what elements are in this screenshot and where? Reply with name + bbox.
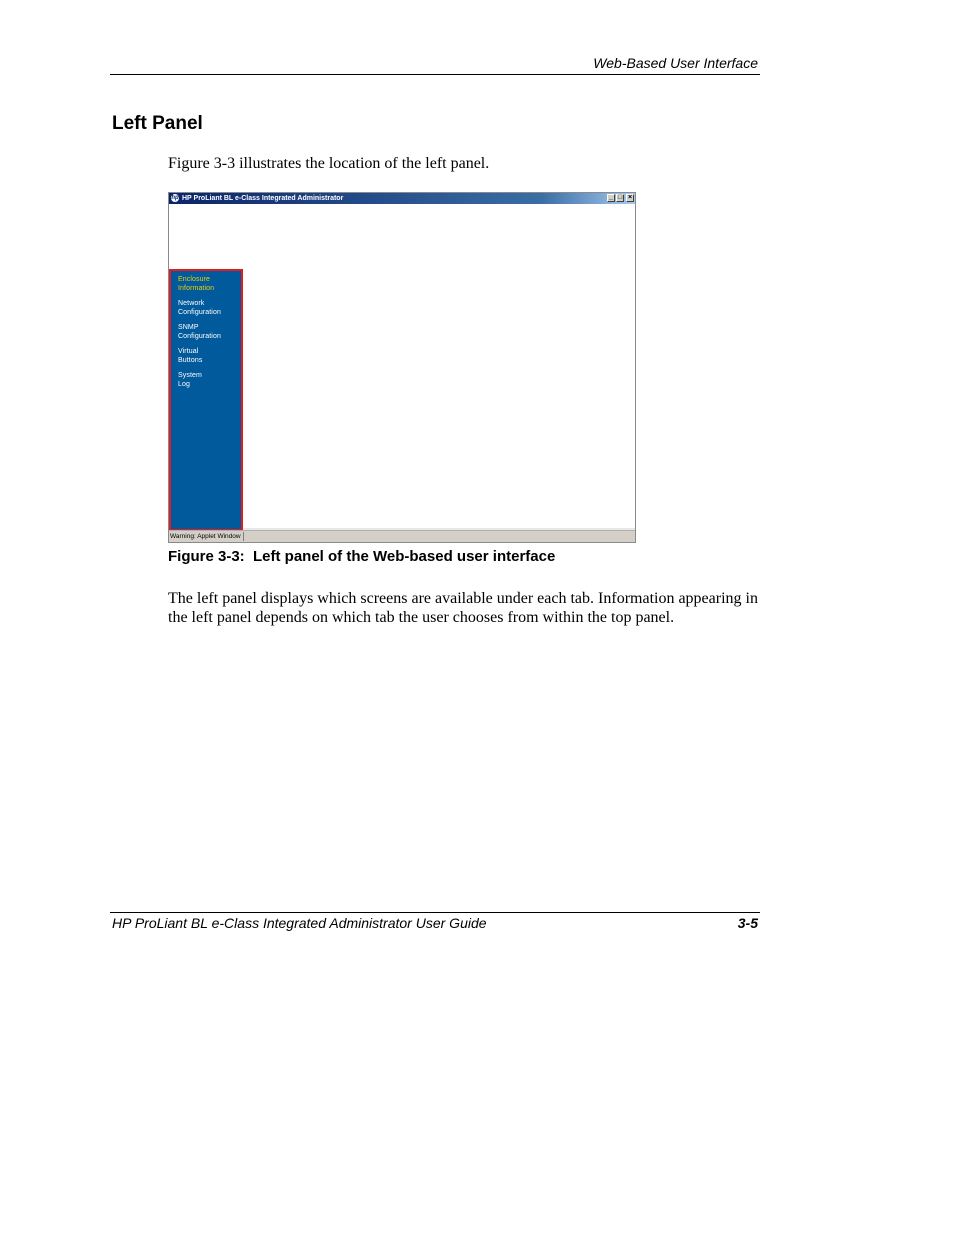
body-paragraph: The left panel displays which screens are available under each tab. Information appearing in the left panel depends on which tab the user chooses from within the top panel. (168, 590, 758, 626)
window-title: HP ProLiant BL e-Class Integrated Administrator (182, 195, 344, 202)
nav-item-enclosure-information[interactable]: Enclosure Information (178, 276, 215, 292)
status-text: Warning: Applet Window (170, 532, 244, 541)
left-panel (169, 269, 243, 531)
nav-item-network-configuration[interactable]: Network Configuration (178, 300, 221, 316)
maximize-button[interactable]: □ (617, 194, 623, 201)
figure-screenshot (168, 192, 636, 543)
running-header: Web-Based User Interface (593, 55, 758, 71)
figure-caption: Figure 3-3: Left panel of the Web-based user interface (168, 548, 556, 565)
status-bar (169, 530, 635, 542)
header-rule (110, 74, 760, 75)
page-number: 3-5 (737, 915, 758, 931)
intro-paragraph: Figure 3-3 illustrates the location of the left panel. (168, 155, 490, 172)
hp-logo-icon: hp (171, 195, 179, 201)
close-button[interactable]: × (627, 194, 633, 201)
nav-item-virtual-buttons[interactable]: Virtual Buttons (178, 348, 203, 364)
window-titlebar (169, 193, 635, 204)
footer-title: HP ProLiant BL e-Class Integrated Administrator User Guide (112, 915, 487, 931)
minimize-button[interactable]: _ (607, 194, 615, 202)
section-title: Left Panel (112, 113, 203, 134)
footer-rule (110, 912, 760, 913)
nav-item-snmp-configuration[interactable]: SNMP Configuration (178, 324, 221, 340)
nav-item-system-log[interactable]: System Log (178, 372, 202, 388)
